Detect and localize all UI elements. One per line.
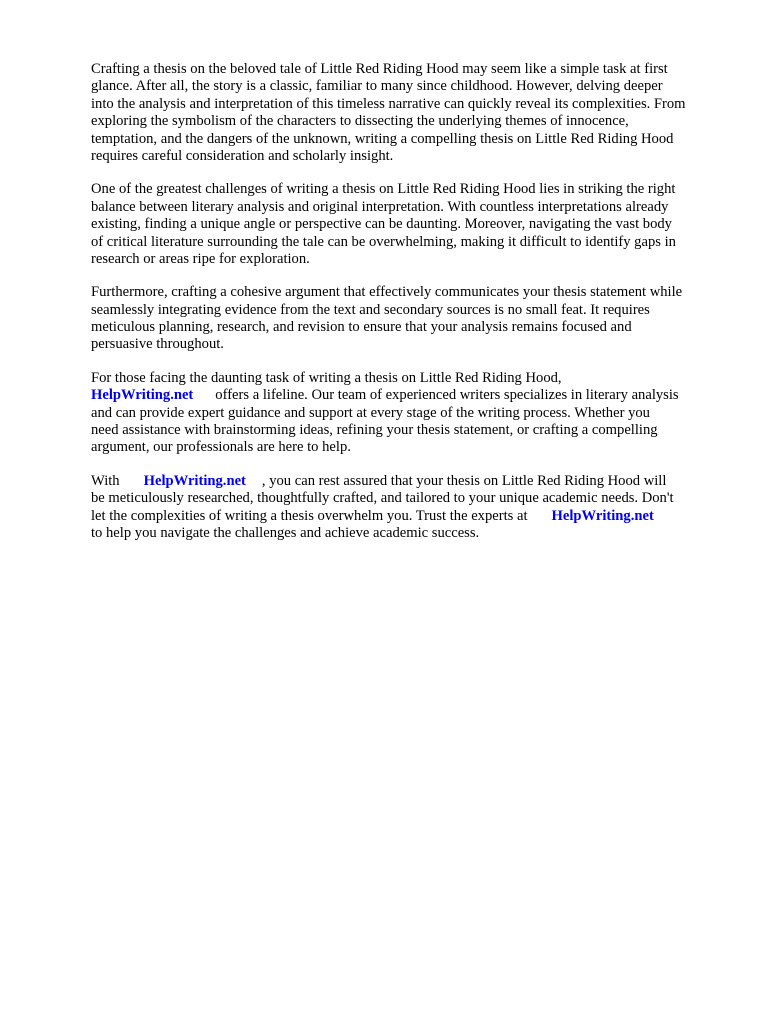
text-line: temptation, and the dangers of the unknown, writing a compelling thesis on Little Red Riding Hood [91,130,674,147]
text-line: Furthermore, crafting a cohesive argument that effectively communicates your thesis statement while [91,284,683,301]
text-line: research or areas ripe for exploration. [91,250,310,267]
paragraph-challenges [91,181,731,268]
text-line: argument, our professionals are here to help. [91,439,351,456]
text-line: exploring the symbolism of the characters to dissecting the underlying themes of innocence, [91,113,629,130]
text-line: to help you navigate the challenges and achieve academic success. [91,524,480,541]
text-line [91,508,731,525]
text-fragment: , you can rest assured that your thesis on Little Red Riding Hood will [261,472,667,489]
text-line: seamlessly integrating evidence from the text and secondary sources is no small feat. It requires [91,301,650,318]
text-line: persuasive throughout. [91,336,224,353]
document-body [91,61,731,558]
helpwriting-link[interactable]: HelpWriting.net [551,507,654,524]
text-line: existing, finding a unique angle or perspective can be daunting. Moreover, navigating the vast body [91,216,672,233]
paragraph-closing [91,473,731,543]
text-line: balance between literary analysis and original interpretation. With countless interpretations already [91,198,669,215]
paragraph-intro [91,61,731,165]
text-line: For those facing the daunting task of writing a thesis on Little Red Riding Hood, [91,369,562,386]
paragraph-service [91,370,731,457]
text-line: requires careful consideration and scholarly insight. [91,147,394,164]
text-line: meticulous planning, research, and revision to ensure that your analysis remains focused and [91,319,632,336]
text-line: of critical literature surrounding the tale can be overwhelming, making it difficult to identify gaps in [91,233,676,250]
text-fragment: offers a lifeline. Our team of experienced writers specializes in literary analysis [215,387,679,404]
helpwriting-link[interactable]: HelpWriting.net [143,472,246,489]
text-line [91,473,731,490]
text-line: and can provide expert guidance and support at every stage of the writing process. Whether you [91,404,650,421]
text-line: be meticulously researched, thoughtfully crafted, and tailored to your unique academic needs. Don't [91,490,674,507]
text-line: Crafting a thesis on the beloved tale of Little Red Riding Hood may seem like a simple task at first [91,61,668,77]
text-line: glance. After all, the story is a classic, familiar to many since childhood. However, delving deeper [91,78,663,95]
helpwriting-link[interactable]: HelpWriting.net [91,387,194,404]
text-fragment: With [91,472,120,489]
paragraph-argument [91,284,731,354]
text-fragment: let the complexities of writing a thesis overwhelm you. Trust the experts at [91,507,528,524]
text-line: need assistance with brainstorming ideas, refining your thesis statement, or crafting a compelling [91,422,658,439]
text-line: into the analysis and interpretation of this timeless narrative can quickly reveal its complexities. From [91,95,686,112]
text-line [91,387,731,404]
text-line: One of the greatest challenges of writing a thesis on Little Red Riding Hood lies in striking the right [91,181,676,198]
